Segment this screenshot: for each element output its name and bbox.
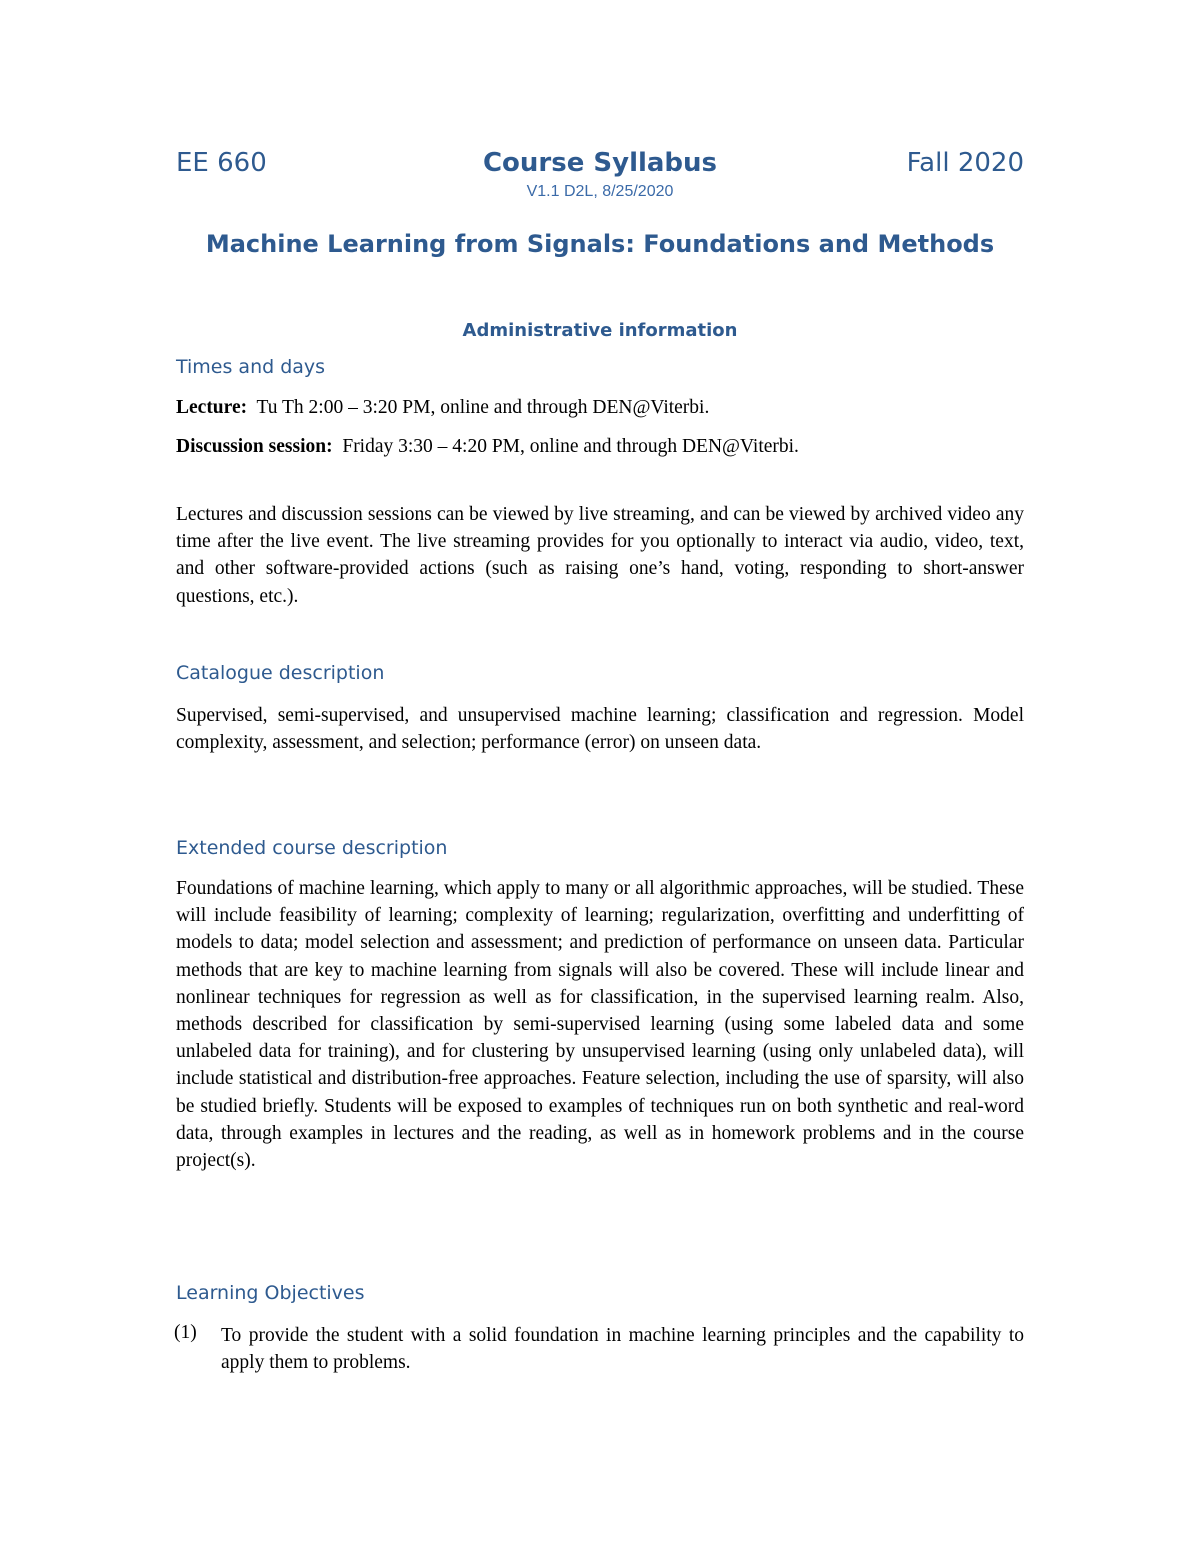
version-line: V1.1 D2L, 8/25/2020 <box>526 183 674 200</box>
admin-heading: Administrative information <box>462 320 738 341</box>
extended-heading: Extended course description <box>176 837 448 859</box>
objective-text: To provide the student with a solid foundation in machine learning principles and the capability to apply them to problems. <box>221 1325 1024 1374</box>
catalogue-heading: Catalogue description <box>176 662 385 684</box>
document-title: Course Syllabus <box>482 148 718 178</box>
lecture-text: Tu Th 2:00 – 3:20 PM, online and through DEN@Viterbi. <box>256 397 710 418</box>
term-label: Fall 2020 <box>906 148 1024 178</box>
course-code: EE 660 <box>176 148 267 178</box>
catalogue-text: Supervised, semi-supervised, and unsupervised machine learning; classification and regression. Model complexity, assessment, and selection; performance (error) on unseen data. <box>176 705 1024 754</box>
course-title: Machine Learning from Signals: Foundations and Methods <box>205 230 995 258</box>
document-header <box>176 146 1024 182</box>
discussion-line <box>176 436 799 458</box>
extended-text: Foundations of machine learning, which apply to many or all algorithmic approaches, will be studied. These will include feasibility of learning; complexity of learning; regularization, overfitting and underfitting of models to data; model selection and assessment; and prediction of performance on unseen data. Particular methods that are key to machine learning from signals will also be covered. These will include linear and nonlinear techniques for regression as well as for classification, in the supervised learning realm. Also, methods described for classification by semi-supervised learning (using some labeled data and some unlabeled data for training), and for clustering by unsupervised learning (using only unlabeled data), will include statistical and distribution-free approaches. Feature selection, including the use of sparsity, will also be studied briefly. Students will be exposed to examples of techniques run on both synthetic and real-word data, through examples in lectures and the reading, as well as in homework problems and in the course project(s). <box>176 878 1024 1172</box>
lecture-label: Lecture: <box>176 397 248 418</box>
objective-number: (1) <box>174 1322 197 1343</box>
times-heading: Times and days <box>176 356 326 378</box>
discussion-text: Friday 3:30 – 4:20 PM, online and through DEN@Viterbi. <box>342 436 799 457</box>
streaming-paragraph: Lectures and discussion sessions can be viewed by live streaming, and can be viewed by archived video any time after the live event. The live streaming provides for you optionally to interact via audio, video, text, and other software-provided actions (such as raising one’s hand, voting, responding to short-answer questions, etc.). <box>176 504 1024 607</box>
objectives-heading: Learning Objectives <box>176 1282 365 1304</box>
lecture-line <box>176 397 709 419</box>
discussion-label: Discussion session: <box>176 436 333 457</box>
